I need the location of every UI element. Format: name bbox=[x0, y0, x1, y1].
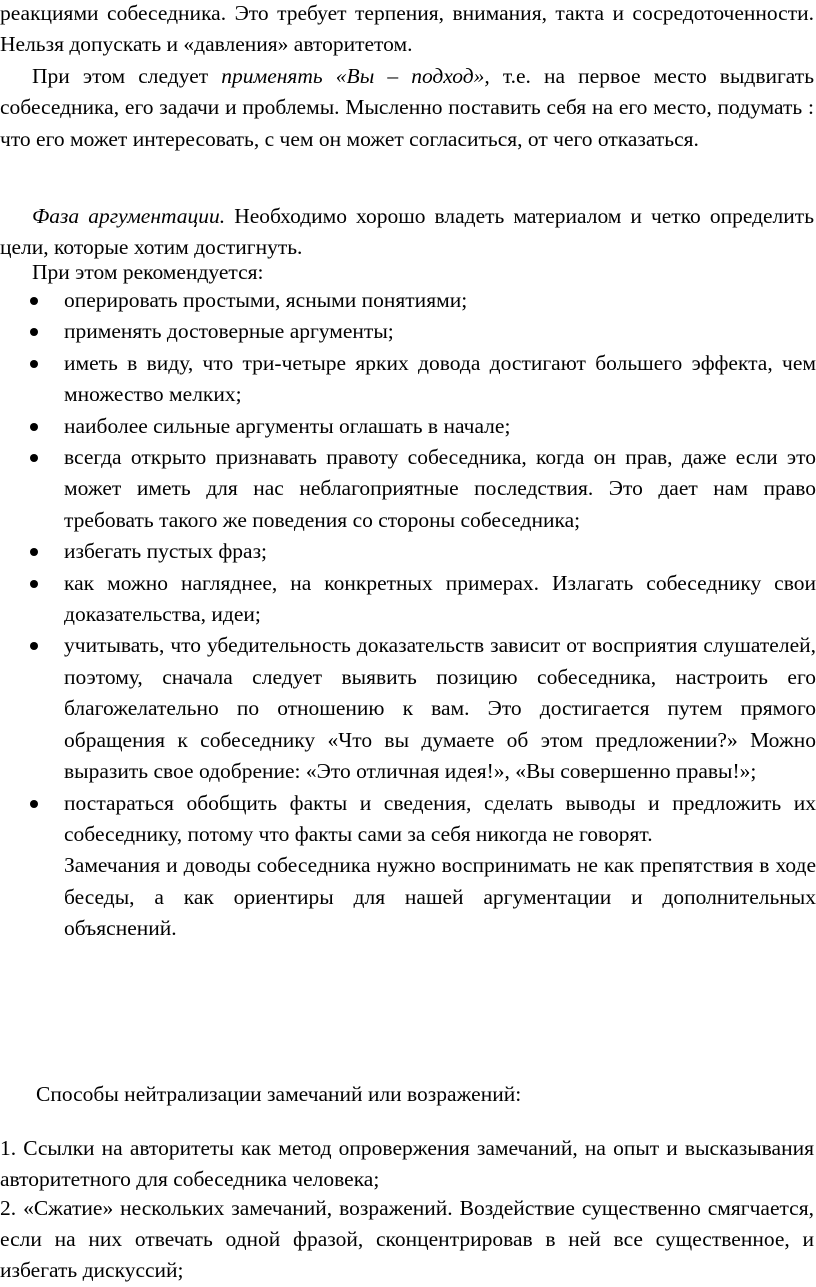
list-item: постараться обобщить факты и сведения, сделать выводы и предложить их собеседнику, потому что факты сами за себя никогда не говорят. bbox=[0, 788, 816, 851]
method-item: 2. «Сжатие» нескольких замечаний, возражений. Воздействие существенно смягчается, если на них отвечать одной фразой, сконцентрировав в ней все существенное, и избегать дискуссий; bbox=[0, 1195, 814, 1283]
list-item: как можно нагляднее, на конкретных примерах. Излагать собеседнику свои доказательства, идеи; bbox=[0, 568, 816, 631]
paragraph-you-approach bbox=[0, 61, 814, 155]
bullet-icon bbox=[30, 454, 38, 462]
method-item: 1. Ссылки на авторитеты как метод опровержения замечаний, на опыт и высказывания авторитетного для собеседника человека; bbox=[0, 1135, 814, 1191]
recommend-intro: При этом рекомендуется: bbox=[32, 260, 264, 284]
list-item: избегать пустых фраз; bbox=[0, 536, 816, 567]
bullet-icon bbox=[30, 297, 38, 305]
bullet-icon bbox=[30, 328, 38, 336]
bullet-icon bbox=[30, 423, 38, 431]
paragraph-intro: реакциями собеседника. Это требует терпения, внимания, такта и сосредоточенности. Нельзя допускать и «давления» авторитетом. bbox=[0, 1, 814, 57]
text-run: Необходимо хорошо владеть материалом и четко определить цели, которые хотим достигнуть. bbox=[0, 204, 814, 260]
bullet-icon bbox=[30, 580, 38, 588]
recommendation-list bbox=[0, 285, 816, 945]
list-item: оперировать простыми, ясными понятиями; bbox=[0, 285, 816, 316]
bullet-icon bbox=[30, 800, 38, 808]
list-item: учитывать, что убедительность доказательств зависит от восприятия слушателей, поэтому, сначала следует выявить позицию собеседника, настроить его благожелательно по отношению к вам. Это достигается путем прямого обращения к собеседнику «Что вы думаете об этом предложении?» Можно выразить свое одобрение: «Это отличная идея!», «Вы совершенно правы!»; bbox=[0, 630, 816, 787]
list-item: применять достоверные аргументы; bbox=[0, 316, 816, 347]
italic-heading: Фаза аргументации. bbox=[32, 204, 226, 228]
remarks-paragraph: Замечания и доводы собеседника нужно воспринимать не как препятствия в ходе беседы, а как ориентиры для нашей аргументации и дополнительных объяснений. bbox=[64, 853, 816, 941]
bullet-icon bbox=[30, 360, 38, 368]
bullet-icon bbox=[30, 642, 38, 650]
list-item: всегда открыто признавать правоту собеседника, когда он прав, даже если это может иметь для нас неблагоприятные последствия. Это дает нам право требовать такого же поведения со стороны собеседника; bbox=[0, 442, 816, 536]
bullet-icon bbox=[30, 548, 38, 556]
italic-term: применять «Вы – подход», bbox=[221, 64, 490, 88]
text-run: т.е. на первое место выдвигать собеседника, его задачи и проблемы. Мысленно поставить себя на его место, подумать : что его может интересовать, с чем он может согласиться, от чего отказаться. bbox=[0, 64, 814, 151]
text-run: При этом следует bbox=[32, 64, 222, 88]
list-item: иметь в виду, что три-четыре ярких довода достигают большего эффекта, чем множество мелких; bbox=[0, 348, 816, 411]
paragraph-argumentation-phase bbox=[0, 201, 814, 264]
list-item: наиболее сильные аргументы оглашать в начале; bbox=[0, 411, 816, 442]
methods-title: Способы нейтрализации замечаний или возражений: bbox=[36, 1082, 522, 1106]
